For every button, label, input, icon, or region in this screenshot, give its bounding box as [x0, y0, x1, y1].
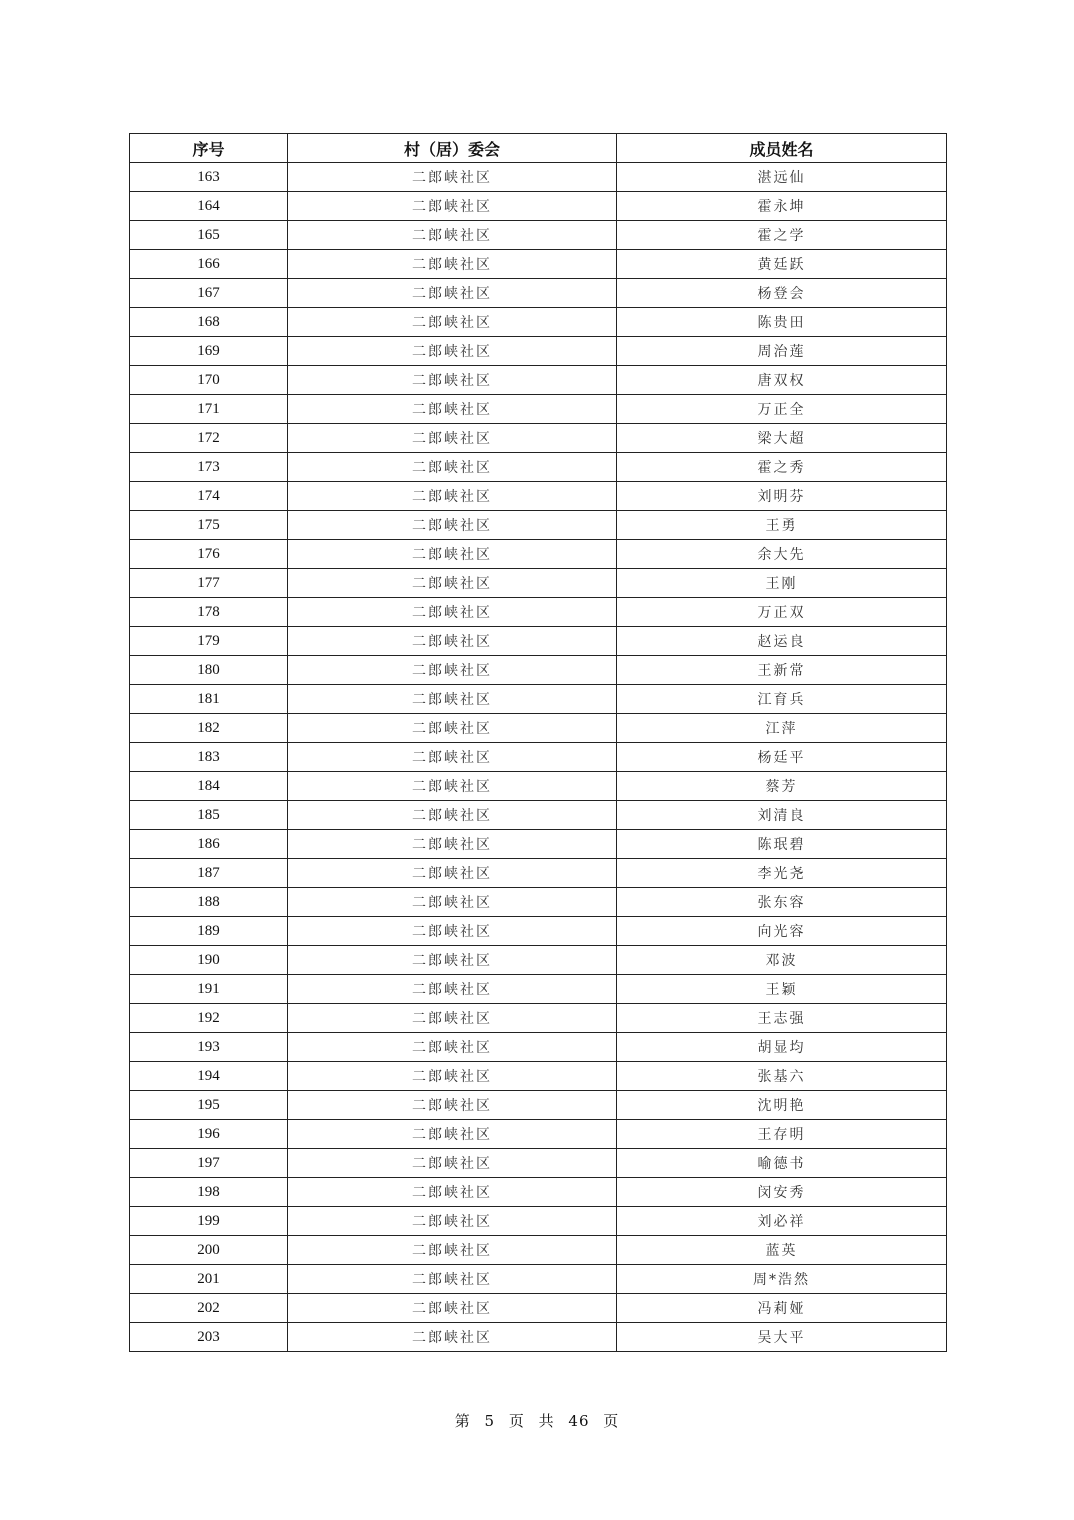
- page-footer: [0, 1410, 1074, 1431]
- row-committee: 二郎峡社区: [288, 482, 617, 511]
- row-committee: 二郎峡社区: [288, 975, 617, 1004]
- table-row: [130, 1236, 947, 1265]
- row-member-name: 王志强: [617, 1004, 947, 1033]
- row-committee: 二郎峡社区: [288, 511, 617, 540]
- row-seq: 192: [130, 1004, 288, 1033]
- table-row: [130, 511, 947, 540]
- table-row: [130, 1120, 947, 1149]
- row-committee: 二郎峡社区: [288, 308, 617, 337]
- row-seq: 194: [130, 1062, 288, 1091]
- table-row: [130, 395, 947, 424]
- row-seq: 180: [130, 656, 288, 685]
- table-row: [130, 627, 947, 656]
- header-committee: 村（居）委会: [288, 134, 617, 163]
- row-seq: 186: [130, 830, 288, 859]
- table-row: [130, 308, 947, 337]
- row-seq: 178: [130, 598, 288, 627]
- row-member-name: 江萍: [617, 714, 947, 743]
- row-committee: 二郎峡社区: [288, 1207, 617, 1236]
- row-seq: 183: [130, 743, 288, 772]
- row-committee: 二郎峡社区: [288, 163, 617, 192]
- row-member-name: 唐双权: [617, 366, 947, 395]
- table-row: [130, 569, 947, 598]
- table-row: [130, 975, 947, 1004]
- table-row: [130, 830, 947, 859]
- row-seq: 182: [130, 714, 288, 743]
- table-row: [130, 1207, 947, 1236]
- row-seq: 187: [130, 859, 288, 888]
- row-seq: 191: [130, 975, 288, 1004]
- table-row: [130, 1033, 947, 1062]
- row-committee: 二郎峡社区: [288, 221, 617, 250]
- table-row: [130, 250, 947, 279]
- row-member-name: 万正双: [617, 598, 947, 627]
- row-committee: 二郎峡社区: [288, 424, 617, 453]
- table-row: [130, 859, 947, 888]
- footer-ye-2: 页: [603, 1412, 620, 1430]
- row-committee: 二郎峡社区: [288, 1294, 617, 1323]
- row-committee: 二郎峡社区: [288, 917, 617, 946]
- table-body: [130, 163, 947, 1352]
- row-committee: 二郎峡社区: [288, 1004, 617, 1033]
- table-row: [130, 1265, 947, 1294]
- row-member-name: 陈贵田: [617, 308, 947, 337]
- row-seq: 188: [130, 888, 288, 917]
- row-member-name: 江育兵: [617, 685, 947, 714]
- row-member-name: 张基六: [617, 1062, 947, 1091]
- row-member-name: 周*浩然: [617, 1265, 947, 1294]
- table-row: [130, 714, 947, 743]
- row-committee: 二郎峡社区: [288, 192, 617, 221]
- header-seq: 序号: [130, 134, 288, 163]
- row-seq: 203: [130, 1323, 288, 1352]
- row-seq: 167: [130, 279, 288, 308]
- table-row: [130, 192, 947, 221]
- row-member-name: 霍之学: [617, 221, 947, 250]
- row-seq: 179: [130, 627, 288, 656]
- row-member-name: 刘明芬: [617, 482, 947, 511]
- table-row: [130, 424, 947, 453]
- table-row: [130, 482, 947, 511]
- row-committee: 二郎峡社区: [288, 1149, 617, 1178]
- row-seq: 168: [130, 308, 288, 337]
- table-row: [130, 366, 947, 395]
- table-row: [130, 888, 947, 917]
- row-seq: 177: [130, 569, 288, 598]
- row-seq: 176: [130, 540, 288, 569]
- table-row: [130, 453, 947, 482]
- row-seq: 201: [130, 1265, 288, 1294]
- table-row: [130, 279, 947, 308]
- footer-gong: 共: [538, 1412, 555, 1430]
- footer-total-pages: 46: [568, 1412, 590, 1430]
- row-seq: 174: [130, 482, 288, 511]
- row-member-name: 张东容: [617, 888, 947, 917]
- row-committee: 二郎峡社区: [288, 772, 617, 801]
- table-row: [130, 946, 947, 975]
- row-committee: 二郎峡社区: [288, 685, 617, 714]
- row-member-name: 刘清良: [617, 801, 947, 830]
- row-member-name: 闵安秀: [617, 1178, 947, 1207]
- row-seq: 171: [130, 395, 288, 424]
- row-seq: 185: [130, 801, 288, 830]
- row-member-name: 冯莉娅: [617, 1294, 947, 1323]
- row-member-name: 周治莲: [617, 337, 947, 366]
- row-committee: 二郎峡社区: [288, 888, 617, 917]
- row-committee: 二郎峡社区: [288, 453, 617, 482]
- row-committee: 二郎峡社区: [288, 1120, 617, 1149]
- footer-ye: 页: [508, 1412, 525, 1430]
- row-member-name: 王勇: [617, 511, 947, 540]
- row-committee: 二郎峡社区: [288, 279, 617, 308]
- row-committee: 二郎峡社区: [288, 830, 617, 859]
- row-member-name: 蔡芳: [617, 772, 947, 801]
- table-row: [130, 1004, 947, 1033]
- row-member-name: 万正全: [617, 395, 947, 424]
- row-committee: 二郎峡社区: [288, 801, 617, 830]
- row-seq: 164: [130, 192, 288, 221]
- row-member-name: 向光容: [617, 917, 947, 946]
- row-member-name: 沈明艳: [617, 1091, 947, 1120]
- row-seq: 190: [130, 946, 288, 975]
- row-committee: 二郎峡社区: [288, 946, 617, 975]
- table-row: [130, 917, 947, 946]
- header-member-name: 成员姓名: [617, 134, 947, 163]
- row-member-name: 蓝英: [617, 1236, 947, 1265]
- footer-page-number: 5: [484, 1412, 496, 1430]
- table-row: [130, 743, 947, 772]
- row-seq: 199: [130, 1207, 288, 1236]
- row-committee: 二郎峡社区: [288, 598, 617, 627]
- row-seq: 181: [130, 685, 288, 714]
- row-seq: 166: [130, 250, 288, 279]
- row-committee: 二郎峡社区: [288, 656, 617, 685]
- row-seq: 202: [130, 1294, 288, 1323]
- row-member-name: 杨登会: [617, 279, 947, 308]
- table-row: [130, 598, 947, 627]
- table-row: [130, 1091, 947, 1120]
- row-seq: 175: [130, 511, 288, 540]
- row-member-name: 梁大超: [617, 424, 947, 453]
- table-row: [130, 540, 947, 569]
- row-committee: 二郎峡社区: [288, 743, 617, 772]
- row-member-name: 邓波: [617, 946, 947, 975]
- table-row: [130, 1062, 947, 1091]
- row-seq: 193: [130, 1033, 288, 1062]
- row-member-name: 王存明: [617, 1120, 947, 1149]
- row-seq: 170: [130, 366, 288, 395]
- footer-di: 第: [454, 1412, 471, 1430]
- row-committee: 二郎峡社区: [288, 337, 617, 366]
- row-member-name: 霍之秀: [617, 453, 947, 482]
- row-member-name: 杨廷平: [617, 743, 947, 772]
- row-committee: 二郎峡社区: [288, 1062, 617, 1091]
- row-seq: 198: [130, 1178, 288, 1207]
- row-committee: 二郎峡社区: [288, 1323, 617, 1352]
- table-row: [130, 656, 947, 685]
- row-member-name: 湛远仙: [617, 163, 947, 192]
- row-committee: 二郎峡社区: [288, 1033, 617, 1062]
- table-row: [130, 1323, 947, 1352]
- row-member-name: 王新常: [617, 656, 947, 685]
- table-row: [130, 801, 947, 830]
- row-seq: 163: [130, 163, 288, 192]
- row-seq: 169: [130, 337, 288, 366]
- row-member-name: 王颖: [617, 975, 947, 1004]
- row-member-name: 陈珉碧: [617, 830, 947, 859]
- table-row: [130, 221, 947, 250]
- row-seq: 165: [130, 221, 288, 250]
- row-committee: 二郎峡社区: [288, 395, 617, 424]
- table-row: [130, 163, 947, 192]
- row-committee: 二郎峡社区: [288, 366, 617, 395]
- row-seq: 173: [130, 453, 288, 482]
- row-member-name: 刘必祥: [617, 1207, 947, 1236]
- row-committee: 二郎峡社区: [288, 1091, 617, 1120]
- row-member-name: 霍永坤: [617, 192, 947, 221]
- row-seq: 172: [130, 424, 288, 453]
- row-committee: 二郎峡社区: [288, 859, 617, 888]
- row-member-name: 王刚: [617, 569, 947, 598]
- table-row: [130, 772, 947, 801]
- row-member-name: 余大先: [617, 540, 947, 569]
- row-seq: 196: [130, 1120, 288, 1149]
- row-member-name: 李光尧: [617, 859, 947, 888]
- table-row: [130, 685, 947, 714]
- row-seq: 197: [130, 1149, 288, 1178]
- table-row: [130, 1178, 947, 1207]
- row-seq: 200: [130, 1236, 288, 1265]
- table-row: [130, 1294, 947, 1323]
- member-table: [129, 133, 947, 1352]
- table-row: [130, 1149, 947, 1178]
- row-committee: 二郎峡社区: [288, 1236, 617, 1265]
- row-seq: 195: [130, 1091, 288, 1120]
- row-committee: 二郎峡社区: [288, 627, 617, 656]
- row-committee: 二郎峡社区: [288, 569, 617, 598]
- row-seq: 184: [130, 772, 288, 801]
- row-seq: 189: [130, 917, 288, 946]
- row-committee: 二郎峡社区: [288, 1265, 617, 1294]
- row-member-name: 胡显均: [617, 1033, 947, 1062]
- row-member-name: 喻德书: [617, 1149, 947, 1178]
- row-committee: 二郎峡社区: [288, 250, 617, 279]
- table-row: [130, 337, 947, 366]
- row-committee: 二郎峡社区: [288, 1178, 617, 1207]
- row-committee: 二郎峡社区: [288, 540, 617, 569]
- row-member-name: 吴大平: [617, 1323, 947, 1352]
- row-member-name: 赵运良: [617, 627, 947, 656]
- table-header-row: [130, 134, 947, 163]
- row-committee: 二郎峡社区: [288, 714, 617, 743]
- row-member-name: 黄廷跃: [617, 250, 947, 279]
